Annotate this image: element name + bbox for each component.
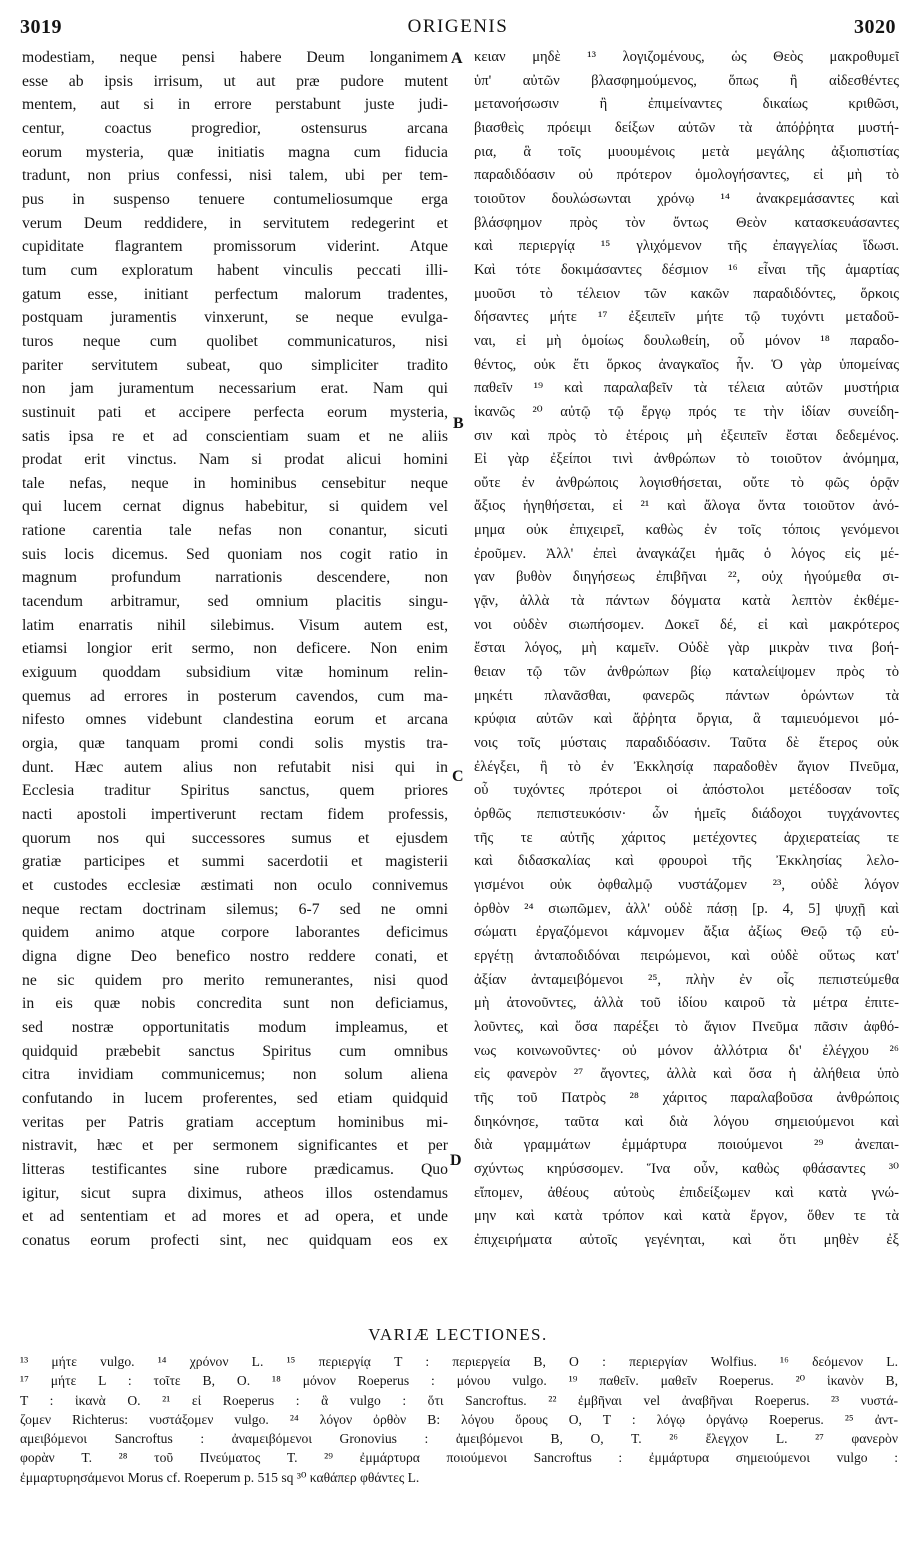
latin-line: litteras testificantes sine rubore prædicamus. Quo xyxy=(22,1160,448,1178)
latin-line: sed nostræ opportunitatis modum impleamus, et xyxy=(22,1018,448,1036)
greek-line: οὔτε ἐν ἀνθρώποις λογισθήσεται, οὔτε τὸ φῶς ὁρᾷν xyxy=(474,474,899,491)
greek-line: βιασθεὶς πρόειμι δείξων αὐτῶν τὰ ἀπόῤῥητα μυστή- xyxy=(474,119,899,136)
notes-line: φορὰν T. ²⁸ τοῦ Πνεύματος T. ²⁹ ἐμμάρτυρα ποιούμενοι Sancroftus : ἐμμάρτυρα σημειούμενοι vulgo : xyxy=(20,1450,898,1466)
greek-line: ὑπ' αὐτῶν βλασφημούμενος, ὅπως ἢ αἰδεσθέντες xyxy=(474,72,899,89)
latin-line: esse ab ipsis irrisum, ut aut præ pudore mutent xyxy=(22,72,448,90)
greek-line: καὶ διδασκαλίας καὶ φρουροὶ τῆς Ἐκκλησίας λελο- xyxy=(474,853,899,870)
latin-line: quidquid præbebit sanctus Spiritus cum omnibus xyxy=(22,1042,448,1060)
latin-line: suis locis dicemus. Sed quoniam nos cogit ratio in xyxy=(22,545,448,563)
greek-line: γαν βυθὸν διηγήσεως ἐπιβῆναι ²², οὐχ ἡγούμεθα σι- xyxy=(474,569,899,586)
margin-marker-c: C xyxy=(452,768,464,785)
latin-line: non jam juramentum necessarium erat. Nam qui xyxy=(22,380,448,398)
greek-line: ναι, εἰ μὴ ὁμοίως δουλωθείη, οὗ μόνον ¹⁸ παραδο- xyxy=(474,332,899,349)
latin-line: latim enarratis nihil silebimus. Visum autem est, xyxy=(22,616,448,634)
latin-line: in eis quæ nobis concredita sunt non deficiamus, xyxy=(22,995,448,1013)
greek-line: ρια, ἃ τοῖς μυουμένοις μετὰ μεγάλης ἀξιοπιστίας xyxy=(474,143,899,160)
notes-line: ¹³ μήτε vulgo. ¹⁴ χρόνον L. ¹⁵ περιεργίᾳ T : περιεργεία B, O : περιεργίαν Wolfius. ¹⁶ δεόμενον L. xyxy=(20,1354,898,1369)
latin-line: etiamsi longior erit sermo, non deficere. Non enim xyxy=(22,640,448,658)
greek-line: ἐροῦμεν. Ἀλλ' ἐπεὶ ἀναγκάζει ἡμᾶς ὁ λόγος εἰς μέ- xyxy=(474,545,899,562)
latin-line: prodat erit vinctus. Nam si prodat alicui homini xyxy=(22,451,448,469)
greek-line: παθεῖν ¹⁹ καὶ παραλαβεῖν τὰ τέλεια αὐτῶν μυστήρια xyxy=(474,380,899,397)
notes-line: T : ἱκανὰ O. ²¹ εἰ Roeperus : ἃ vulgo : ὅτι Sancroftus. ²² ἐμβῆναι vel ἀναβῆναι Roeperus. ²³ νυστά- xyxy=(20,1392,898,1408)
latin-line: pus in suspenso tenuere contumeliosumque erga xyxy=(22,190,448,208)
latin-line: magnum profundum narrationis descendere, non xyxy=(22,569,448,587)
greek-line: ἱκανῶς ²⁰ αὐτῷ τῷ ἔργῳ πρός τε τὴν ἰδίαν συνείδη- xyxy=(474,403,899,420)
running-title: ORIGENIS xyxy=(407,16,509,37)
latin-line: tradunt, non prius confessi, nisi talem, ubi per tem- xyxy=(22,167,448,185)
greek-line: Καὶ τότε δοκιμάσαντες δέσμιον ¹⁶ εἶναι τῆς ἁμαρτίας xyxy=(474,261,899,278)
latin-line: tale nefas, neque in hominibus censebitur neque xyxy=(22,474,448,492)
greek-line: ἄξιος ἡγηθήσεται, εἰ ²¹ καὶ ἄλογα ὄντα τοιοῦτον ἀνό- xyxy=(474,498,899,515)
latin-line: ratione carentia tale nefas non conantur, sicuti xyxy=(22,522,448,540)
latin-line: conatus eorum profecti sint, nec quidquam eos ex xyxy=(22,1231,448,1249)
greek-line: Εἰ γὰρ ἐξείποι τινὶ ἀνθρώπων τὸ τοιοῦτον ἀνόμημα, xyxy=(474,451,899,468)
latin-line: mentem, aut si in errore perstabunt juste judi- xyxy=(22,96,448,114)
latin-line: quemus ad errores in posterum cavendos, cum ma- xyxy=(22,687,448,705)
greek-line: μὴ ἀτονοῦντες, ἀλλὰ τοῦ ἰδίου καιροῦ τὰ μέτρα ἐπιτε- xyxy=(474,995,899,1012)
greek-line: καὶ περιεργίᾳ ¹⁵ γλιχόμενον τῆς ἐπαγγελίας ἴδωσι. xyxy=(474,238,899,255)
latin-line: veritas per Patris gratiam acceptum hominibus mi- xyxy=(22,1113,448,1131)
latin-line: modestiam, neque pensi habere Deum longanimem xyxy=(22,49,448,66)
notes-line: ζομεν Richterus: νυστάξομεν vulgo. ²⁴ λόγον ὀρθὸν B: λόγου ὅρους O, T : λόγῳ ὀργάνῳ Roeperus. ²⁵ ἀντ- xyxy=(20,1411,898,1427)
greek-line: μυοῦσι τὸ τέλειον τῶν κακῶν παραδιδόντες, ὅρκοις xyxy=(474,285,899,302)
greek-line: σχύντως κηρύσσομεν. Ἵνα οὖν, καθὼς φθάσαντες ³⁰ xyxy=(474,1160,899,1177)
variant-readings-notes xyxy=(20,1352,898,1487)
greek-line: ἐπιχειρήματα αὐτοῖς γεγένηται, καὶ ὅτι μηθὲν ἐξ xyxy=(474,1231,899,1248)
greek-line: ὀρθῶς πεπιστευκόσιν· ὧν ἡμεῖς διάδοχοι τυγχάνοντες xyxy=(474,806,899,822)
latin-line: confutando in lucem proferentes, sed etiam quidquid xyxy=(22,1089,448,1107)
latin-line: digna digne Deo benefico nostro reddere conati, et xyxy=(22,947,448,965)
page-number-left: 3019 xyxy=(20,16,62,38)
latin-line: gratiæ participes et summi sacerdotii et magisterii xyxy=(22,853,448,871)
latin-line: exiguum quoddam subsidium vitæ hominum relin- xyxy=(22,664,448,682)
latin-line: nacti apostoli impertiverunt rectam fidem professis, xyxy=(22,806,448,823)
greek-line: μηκέτι πλανᾶσθαι, φανερῶς πάντων ὁρώντων τὰ xyxy=(474,687,899,704)
greek-line: θέντος, οὐκ ἔτι ὅρκος ἀναγκαῖος ἦν. Ὁ γὰρ ὑπομείνας xyxy=(474,356,899,373)
margin-marker-a: A xyxy=(451,50,463,67)
latin-line: quidem animo atque corpore laborantes deficimus xyxy=(22,924,448,942)
greek-line: μημα οὐκ ἐπιχειρεῖ, καθὼς ἐν τοῖς τόποις γενόμενοι xyxy=(474,522,899,539)
notes-line: αμειβόμενοι Sancroftus : ἀναμειβόμενοι Gronovius : ἀμειβόμενοι B, O, T. ²⁶ ἔλεγχον L. ²⁷ φανερὸν xyxy=(20,1431,898,1447)
latin-line: gatum esse, initiant perfectum malorum tradentes, xyxy=(22,285,448,303)
latin-line: pariter servitutem subeat, quo simpliciter tradito xyxy=(22,356,448,374)
greek-line: γισμένοι οὐκ ὀφθαλμῷ νυστάζομεν ²³, οὐδὲ λόγον xyxy=(474,876,899,893)
greek-line: ὀρθὸν ²⁴ σιωπῶμεν, ἀλλ' οὐδὲ πάσῃ [p. 4, 5] ψυχῇ καὶ xyxy=(474,900,899,917)
greek-line: γᾷν, ἀλλὰ τὰ πάντων δόγματα κατὰ λεπτὸν ἐκθέμε- xyxy=(474,593,899,610)
greek-line: σιν καὶ πρὸς τὸ ἑτέροις μὴ ἐξειπεῖν ἔσται δεδεμένος. xyxy=(474,427,899,444)
latin-line: orgia, quæ tanquam promi condi solis mystis tra- xyxy=(22,735,448,753)
greek-line: παραδιδόασιν οὐ πρότερον ὁμολογήσαντες, εἰ μὴ τὸ xyxy=(474,167,899,184)
page-header xyxy=(20,16,896,42)
greek-line: εἰς φανερὸν ²⁷ ἄγοντες, ἀλλὰ καὶ ὅσα ἡ ἀλήθεια ὑπὸ xyxy=(474,1066,899,1083)
greek-line: ἐλέγξει, ἢ τὸ ἐν Ἐκκλησίᾳ παραδοθὲν ἅγιον Πνεῦμα, xyxy=(474,758,899,775)
greek-line: θειαν τῷ τῶν ἀνθρώπων βίῳ καταλείψομεν πρὸς τὸ xyxy=(474,664,899,681)
greek-line: εργέτῃ ἀνταποδιδόναι πειρώμενοι, καὶ οὐδὲ οὕτως κατ' xyxy=(474,947,899,964)
greek-line: νως κοινωνοῦντες· οὐ μόνον ἀλλότρια δι' ἐλέγχου ²⁶ xyxy=(474,1042,899,1059)
latin-column xyxy=(22,46,448,1252)
page-number-right: 3020 xyxy=(854,16,896,38)
latin-line: igitur, sicut supra diximus, atheos illos ostendamus xyxy=(22,1184,448,1202)
notes-line: ¹⁷ μήτε L : τοῖτε B, O. ¹⁸ μόνον Roeperus : μόνου vulgo. ¹⁹ παθεῖν. μαθεῖν Roeperus. ²⁰ ἱκανὸν B, xyxy=(20,1373,898,1389)
latin-line: eorum mysteria, quæ initiatis magna cum fiducia xyxy=(22,143,448,161)
latin-line: neque rectam doctrinam silemus; 6-7 sed ne omni xyxy=(22,900,448,918)
greek-line: μετανοήσωσιν ἢ ἐπιμείναντες δικαίως κριθῶσι, xyxy=(474,96,899,113)
greek-line: διηκόνησε, ταῦτα καὶ διὰ λόγου σημειούμενοι καὶ xyxy=(474,1113,899,1130)
greek-line: βλάσφημον πρὸς τὸν ὄντως Θεὸν κατασκευάσαντες xyxy=(474,214,899,231)
latin-line: qui lucem cernat dignus habebitur, si quidem vel xyxy=(22,498,448,516)
latin-line: verum Deum reddidere, in servitutem redegerint et xyxy=(22,214,448,232)
latin-line: nifesto omnes videbunt clandestina eorum et arcana xyxy=(22,711,448,729)
greek-line: σώματι ἐργαζόμενοι κάμνομεν ἄξια ἀξίως Θεῷ τῷ εὐ- xyxy=(474,924,899,941)
latin-line: tacendum arbitramur, sed omnium placitis singu- xyxy=(22,593,448,611)
greek-line: νοις τοῖς μύσταις παραδιδόασιν. Ταῦτα δὲ ἕτερος οὐκ xyxy=(474,735,899,752)
latin-line: dunt. Hæc autem alius non refutabit nisi qui in xyxy=(22,758,448,776)
greek-line: διὰ γραμμάτων ἐμμάρτυρα ποιούμενοι ²⁹ ἀνεπαι- xyxy=(474,1137,899,1154)
greek-line: ἔσται λόγος, μὴ καμεῖν. Οὐδὲ γὰρ μικρὰν τινα βοή- xyxy=(474,640,899,657)
latin-line: centur, coactus progredior, ostensurus arcana xyxy=(22,119,448,137)
latin-line: postquam juramentis vinxerunt, se neque evulga- xyxy=(22,309,448,327)
greek-column xyxy=(474,46,899,1252)
latin-line: et custodes ecclesiæ æstimati non oculo connivemus xyxy=(22,876,448,894)
greek-line: δήσαντες μήτε ¹⁷ ἐξειπεῖν μήτε τῷ τυχόντι μεταδοῦ- xyxy=(474,309,899,326)
greek-line: νοι οὐδὲν σιωπήσομεν. Δοκεῖ δέ, εἰ καὶ μακρότερος xyxy=(474,616,899,633)
greek-line: τῆς τε αὐτῆς χάριτος μετέχοντες ἀρχιερατείας τε xyxy=(474,829,899,846)
greek-line: κειαν μηδὲ ¹³ λογιζομένους, ὡς Θεὸς μακροθυμεῖ xyxy=(474,49,899,65)
greek-line: οὗ τυχόντες πρότεροι οἱ ἀπόστολοι μετέδοσαν τοῖς xyxy=(474,782,899,799)
margin-marker-d: D xyxy=(450,1152,462,1169)
greek-line: κρύφια αὐτῶν καὶ ἄῤῥητα ὄργια, ἃ ταμιευόμενοι μό- xyxy=(474,711,899,728)
latin-line: quorum nos qui successores sumus et ejusdem xyxy=(22,829,448,847)
latin-line: cupiditate flagrantem promissorum viderint. Atque xyxy=(22,238,448,256)
latin-line: et ad sententiam et ad mores et ad opera, et unde xyxy=(22,1208,448,1226)
greek-line: λοῦντες, καὶ ὅσα παρέξει τὸ ἅγιον Πνεῦμα πᾶσιν ἀφθό- xyxy=(474,1018,899,1035)
latin-line: turos neque cum quolibet communicaturos, nisi xyxy=(22,332,448,350)
latin-line: sustinuit pati et accipere perfecta eorum mysteria, xyxy=(22,403,448,421)
latin-line: ne sic quidem pro merito remunerantes, nisi quod xyxy=(22,971,448,989)
greek-line: μην καὶ κατὰ τρόπον καὶ κατὰ ἔργον, ὅθεν τε τὰ xyxy=(474,1208,899,1225)
latin-line: tum cum exploratum habent vinculis peccati illi- xyxy=(22,261,448,279)
margin-marker-b: B xyxy=(453,415,464,432)
greek-line: ἀξίαν ἀνταμειβόμενοι ²⁵, πλὴν ἐν οἷς πεπιστεύμεθα xyxy=(474,971,899,988)
latin-line: Ecclesia traditur Spiritus sanctus, quem priores xyxy=(22,782,448,800)
greek-line: εἴπομεν, ἀθέους αὐτοὺς ἐπιδείξωμεν καὶ κατὰ γνώ- xyxy=(474,1184,899,1201)
variae-lectiones-heading: VARIÆ LECTIONES. xyxy=(368,1325,548,1344)
greek-line: τῆς τοῦ Πατρὸς ²⁸ χάριτος παραλαβοῦσα ἀνθρώποις xyxy=(474,1089,899,1106)
latin-line: satis ipsa re et ad conscientiam suam et ne aliis xyxy=(22,427,448,445)
latin-line: citra invidiam communicemus; non solum aliena xyxy=(22,1066,448,1084)
latin-line: nistravit, hæc et per sermonem significantes et per xyxy=(22,1137,448,1155)
notes-line: ἐμμαρτυρησάμενοι Morus cf. Roeperum p. 515 sq ³⁰ καθάπερ φθάντες L. xyxy=(20,1469,420,1485)
greek-line: τοιοῦτον δουλώσωνται χρόνῳ ¹⁴ ἀνακρεμάσαντες καὶ xyxy=(474,190,899,207)
